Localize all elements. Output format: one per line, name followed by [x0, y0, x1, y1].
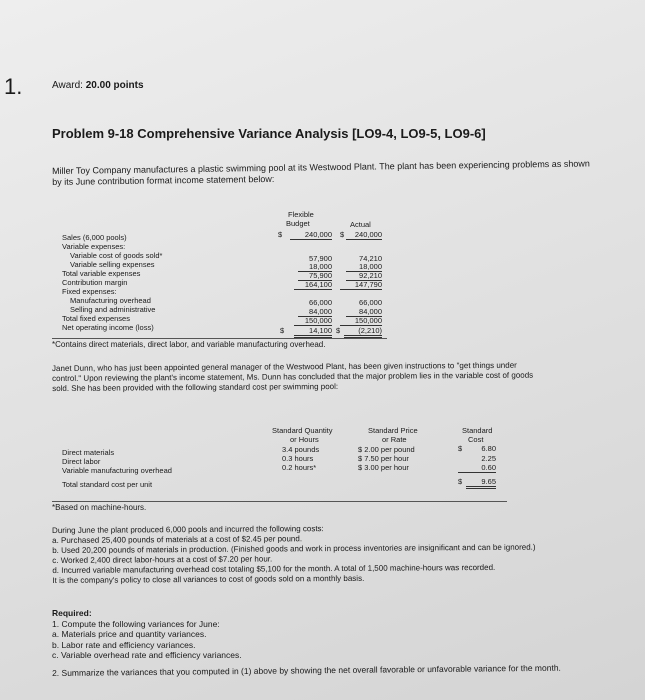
is-dollar-sign: $ — [336, 326, 341, 335]
is-budget-value: 164,100 — [294, 280, 332, 290]
std-dollar-sign: $ — [458, 444, 463, 453]
award-label: Award: — [52, 80, 83, 91]
is-row-label: Variable cost of goods sold* — [70, 251, 163, 260]
is-dollar-sign: $ — [280, 326, 285, 335]
is-budget-value: 150,000 — [294, 316, 332, 326]
problem-title: Problem 9-18 Comprehensive Variance Analysis [LO9-4, LO9-5, LO9-6] — [52, 126, 486, 141]
std-footnote: *Based on machine-hours. — [52, 503, 147, 512]
is-budget-value: 75,900 — [298, 271, 332, 281]
is-row-label: Total fixed expenses — [62, 314, 130, 323]
is-actual-value: 240,000 — [346, 230, 382, 240]
header-std-qty: Standard Quantity — [272, 426, 333, 435]
cost-item-d: d. Incurred variable manufacturing overhead cost totaling $5,100 for the month. A total of 1,500 machine-hours was recorded. — [52, 562, 496, 575]
std-row-qty: 3.4 pounds — [282, 445, 320, 454]
std-footnote-divider — [52, 501, 507, 502]
required-item-1a: a. Materials price and quantity variances. — [52, 629, 207, 639]
required-item-2: 2. Summarize the variances that you computed in (1) above by showing the net overall favorable or unfavorable variance for the month. — [52, 662, 561, 678]
award-value: 20.00 points — [85, 80, 144, 91]
is-row-label: Fixed expenses: — [62, 287, 117, 296]
std-row-price: $ 7.50 per hour — [358, 454, 409, 463]
costs-intro: During June the plant produced 6,000 pools and incurred the following costs: — [52, 524, 324, 535]
is-budget-value: 84,000 — [298, 307, 332, 317]
is-actual-value: (2,210) — [344, 326, 382, 338]
std-row-price: $ 2.00 per pound — [358, 445, 415, 454]
header-standard: Standard — [462, 426, 493, 435]
std-row-qty: 0.2 hours* — [282, 463, 317, 472]
award-line — [52, 80, 144, 91]
required-section — [52, 608, 242, 661]
situation-paragraph — [52, 361, 533, 394]
is-row-label: Contribution margin — [62, 278, 128, 287]
header-or-hours: or Hours — [290, 435, 319, 444]
required-item-1b: b. Labor rate and efficiency variances. — [52, 639, 196, 650]
std-row-qty: 0.3 hours — [282, 454, 314, 463]
is-budget-value: 240,000 — [290, 230, 332, 240]
std-row-cost: 2.25 — [481, 454, 496, 463]
question-number: 1. — [4, 74, 23, 99]
std-row-cost: 0.60 — [458, 463, 496, 473]
std-total-dollar: $ — [458, 477, 463, 486]
is-dollar-sign: $ — [340, 230, 345, 239]
is-actual-value: 66,000 — [359, 298, 382, 307]
std-total-value: 9.65 — [466, 477, 496, 489]
is-row-label: Net operating income (loss) — [62, 323, 154, 332]
cost-item-a: a. Purchased 25,400 pounds of materials at a cost of $2.45 per pound. — [52, 534, 303, 545]
paragraph-line-1: Janet Dunn, who has just been appointed general manager of the Westwood Plant, has been given instructions to "get things under — [52, 360, 517, 373]
std-row-label: Direct materials — [62, 448, 115, 457]
std-row-label: Variable manufacturing overhead — [62, 466, 172, 475]
is-row-label: Variable selling expenses — [70, 260, 155, 269]
is-budget-value: 18,000 — [298, 262, 332, 272]
header-budget: Budget — [286, 219, 310, 228]
required-item-1c: c. Variable overhead rate and efficiency variances. — [52, 650, 242, 660]
std-row-price: $ 3.00 per hour — [358, 463, 409, 472]
is-row-label: Selling and administrative — [70, 305, 156, 314]
required-heading: Required: — [52, 608, 92, 618]
required-item-1: 1. Compute the following variances for June: — [52, 618, 220, 629]
is-row-label: Sales (6,000 pools) — [62, 233, 127, 242]
std-total-label: Total standard cost per unit — [62, 480, 153, 489]
is-budget-value: 57,900 — [309, 254, 332, 263]
header-or-rate: or Rate — [382, 435, 407, 444]
footnote-divider — [52, 338, 387, 339]
is-row-label: Manufacturing overhead — [70, 296, 151, 305]
is-row-label: Variable expenses: — [62, 242, 126, 251]
is-row-label: Total variable expenses — [62, 269, 141, 278]
std-row-cost: 6.80 — [481, 444, 496, 453]
income-statement-footnote: *Contains direct materials, direct labor, and variable manufacturing overhead. — [52, 340, 326, 349]
is-budget-value: 66,000 — [309, 298, 332, 307]
paragraph-line-2: control." Upon reviewing the plant's income statement, Ms. Dunn has concluded that the major problem lies in the variable cost of goods — [52, 370, 534, 383]
is-actual-value: 150,000 — [340, 316, 382, 326]
header-flexible: Flexible — [288, 210, 314, 219]
close-policy: It is the company's policy to close all variances to cost of goods sold on a monthly basis. — [52, 573, 365, 585]
intro-line-2: by its June contribution format income statement below: — [52, 173, 275, 187]
paragraph-line-3: sold. She has been provided with the following standard cost per swimming pool: — [52, 382, 339, 393]
costs-incurred — [52, 523, 536, 586]
intro-text — [52, 158, 590, 188]
is-actual-value: 74,210 — [359, 254, 382, 263]
header-cost: Cost — [468, 435, 484, 444]
intro-line-1: Miller Toy Company manufactures a plastic swimming pool at its Westwood Plant. The plant has been experiencing problems as shown — [52, 158, 590, 176]
is-actual-value: 147,790 — [340, 280, 382, 290]
is-actual-value: 92,210 — [346, 271, 382, 281]
is-actual-value: 18,000 — [346, 262, 382, 272]
cost-item-c: c. Worked 2,400 direct labor-hours at a cost of $7.20 per hour. — [52, 554, 273, 565]
is-dollar-sign: $ — [278, 230, 283, 239]
is-budget-value: 14,100 — [294, 326, 332, 338]
is-actual-value: 84,000 — [346, 307, 382, 317]
std-row-label: Direct labor — [62, 457, 101, 466]
header-std-price: Standard Price — [368, 426, 418, 435]
cost-item-b: b. Used 20,200 pounds of materials in production. (Finished goods and work in process inventories are insignificant and can be ignored.) — [52, 542, 536, 555]
header-actual: Actual — [350, 220, 371, 229]
